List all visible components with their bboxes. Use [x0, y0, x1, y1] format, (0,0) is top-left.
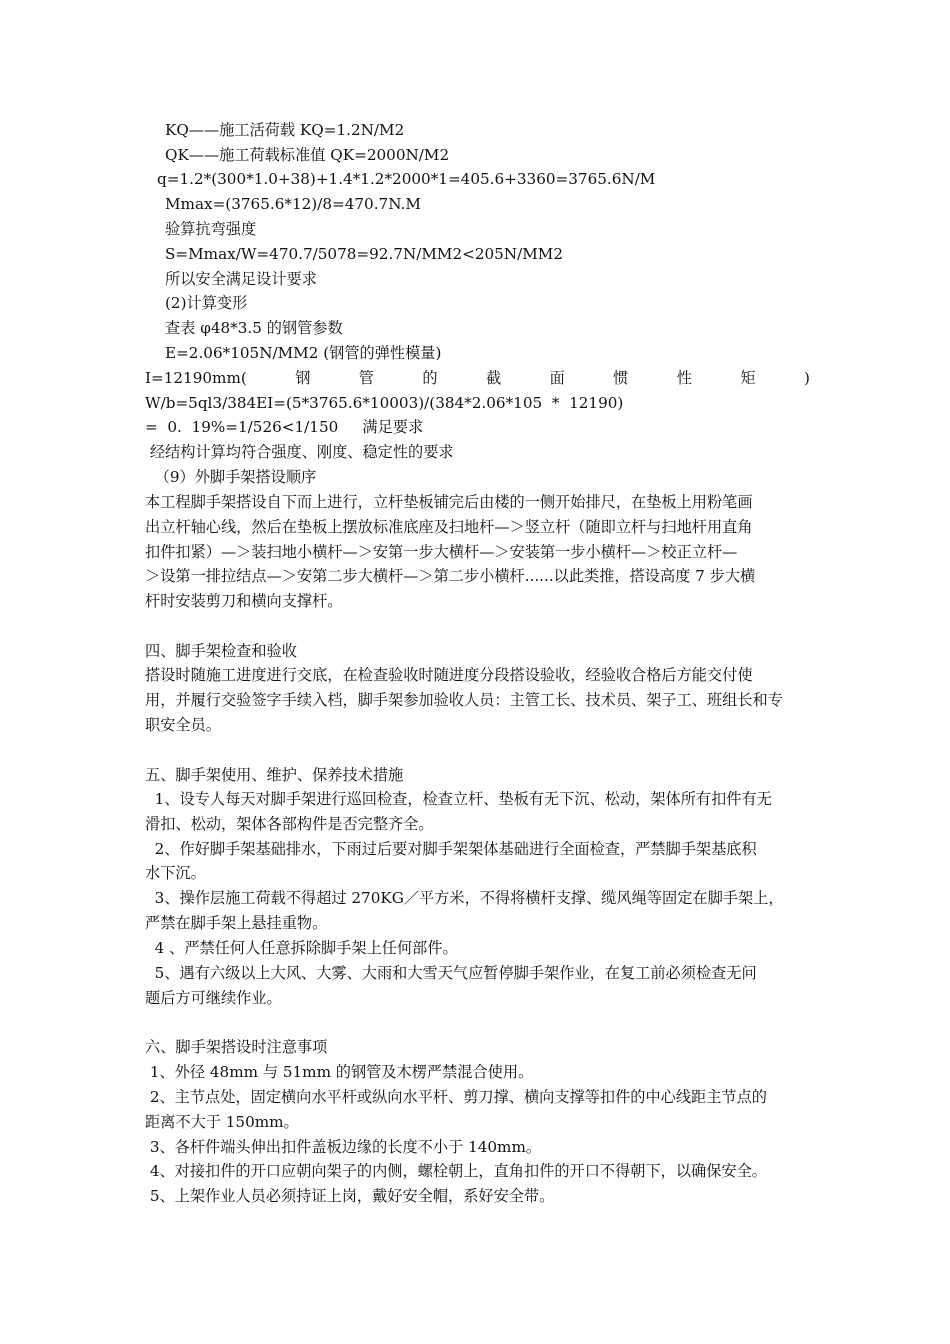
inertia-part: 矩 — [740, 369, 756, 387]
section-5-heading: 五、脚手架使用、维护、保养技术措施 — [145, 766, 404, 784]
formula-line-stress: S=Mmax/W=470.7/5078=92.7N/MM2<205N/MM2 — [165, 245, 563, 263]
formula-line-deformation-heading: (2)计算变形 — [165, 294, 248, 312]
inertia-line — [145, 366, 810, 391]
sequence-paragraph-line: 扣件扣紧）—＞装扫地小横杆—＞安第一步大横杆—＞安装第一步小横杆—＞校正立杆— — [145, 543, 738, 561]
section-6-line: 3、各杆件端头伸出扣件盖板边缘的长度不小于 140mm。 — [145, 1138, 542, 1156]
section-5-line: 题后方可继续作业。 — [145, 989, 282, 1007]
section-5-line: 3、操作层施工荷载不得超过 270KG／平方米，不得将横杆支撑、缆风绳等固定在脚手架上， — [145, 889, 784, 907]
section-5-line: 1、设专人每天对脚手架进行巡回检查，检查立杆、垫板有无下沉、松动，架体所有扣件有无 — [145, 790, 772, 808]
sequence-paragraph-line: 出立杆轴心线，然后在垫板上摆放标准底座及扫地杆—＞竖立杆（随即立杆与扫地杆用直角 — [145, 518, 753, 536]
section-5-line: 4 、严禁任何人任意拆除脚手架上任何部件。 — [145, 939, 458, 957]
section-6-line: 距离不大于 150mm。 — [145, 1113, 299, 1131]
section-6-heading: 六、脚手架搭设时注意事项 — [145, 1038, 328, 1056]
subsection-heading-9: （9）外脚手架搭设顺序 — [145, 468, 317, 486]
formula-line-modulus: E=2.06*105N/MM2 (钢管的弹性模量) — [165, 344, 442, 362]
section-5-line: 严禁在脚手架上悬挂重物。 — [145, 914, 328, 932]
inertia-part: I=12190mm( — [145, 369, 247, 387]
formula-line-pipe-params: 查表 φ48*3.5 的钢管参数 — [165, 319, 343, 337]
sequence-paragraph-line: ＞设第一排拉结点—＞安第二步大横杆—＞第二步小横杆......以此类推，搭设高度 7 步大横 — [145, 567, 756, 585]
inertia-part: 的 — [422, 369, 438, 387]
section-4-line: 职安全员。 — [145, 716, 221, 734]
inertia-part: 钢 — [295, 369, 311, 387]
section-4-line: 搭设时随施工进度进行交底，在检查验收时随进度分段搭设验收，经验收合格后方能交付使 — [145, 666, 753, 684]
section-4-heading: 四、脚手架检查和验收 — [145, 642, 297, 660]
section-5-line: 5、遇有六级以上大风、大雾、大雨和大雪天气应暂停脚手架作业，在复工前必须检查无问 — [145, 964, 757, 982]
formula-line-qk: QK——施工荷载标准值 QK=2000N/M2 — [165, 146, 450, 164]
section-6-line: 4、对接扣件的开口应朝向架子的内侧，螺栓朝上，直角扣件的开口不得朝下，以确保安全。 — [145, 1162, 767, 1180]
sequence-paragraph-line: 本工程脚手架搭设自下而上进行，立杆垫板铺完后由楼的一侧开始排尺，在垫板上用粉笔画 — [145, 493, 753, 511]
section-5-line: 水下沉。 — [145, 864, 206, 882]
inertia-part: 惯 — [613, 369, 629, 387]
inertia-part: ) — [803, 369, 810, 387]
formula-line-mmax: Mmax=(3765.6*12)/8=470.7N.M — [165, 195, 421, 213]
deflection-result: = 0. 19%=1/526<1/150 满足要求 — [145, 418, 424, 436]
formula-line-q: q=1.2*(300*1.0+38)+1.4*1.2*2000*1=405.6+3360=3765.6N/M — [157, 170, 656, 188]
calculation-summary: 经结构计算均符合强度、刚度、稳定性的要求 — [145, 443, 454, 461]
section-6-line: 2、主节点处，固定横向水平杆或纵向水平杆、剪刀撑、横向支撑等扣件的中心线距主节点的 — [145, 1088, 767, 1106]
section-6-line: 5、上架作业人员必须持证上岗，戴好安全帽，系好安全带。 — [145, 1187, 555, 1205]
inertia-part: 性 — [676, 369, 692, 387]
formula-line-kq: KQ——施工活荷载 KQ=1.2N/M2 — [165, 121, 405, 139]
formula-line-bending-check: 验算抗弯强度 — [165, 220, 257, 238]
inertia-part: 面 — [549, 369, 565, 387]
section-6-line: 1、外径 48mm 与 51mm 的钢管及木楞严禁混合使用。 — [145, 1063, 534, 1081]
section-4-line: 用，并履行交验签字手续入档，脚手架参加验收人员：主管工长、技术员、架子工、班组长和专 — [145, 691, 783, 709]
section-5-line: 2、作好脚手架基础排水，下雨过后要对脚手架架体基础进行全面检查，严禁脚手架基底积 — [145, 840, 757, 858]
section-5-line: 滑扣、松动，架体各部构件是否完整齐全。 — [145, 815, 434, 833]
deflection-formula: W/b=5ql3/384EI=(5*3765.6*10003)/(384*2.06*105 * 12190) — [145, 394, 624, 412]
formula-line-conclusion: 所以安全满足设计要求 — [165, 270, 317, 288]
sequence-paragraph-line: 杆时安装剪刀和横向支撑杆。 — [145, 592, 343, 610]
inertia-part: 管 — [358, 369, 374, 387]
inertia-part: 截 — [485, 369, 502, 387]
